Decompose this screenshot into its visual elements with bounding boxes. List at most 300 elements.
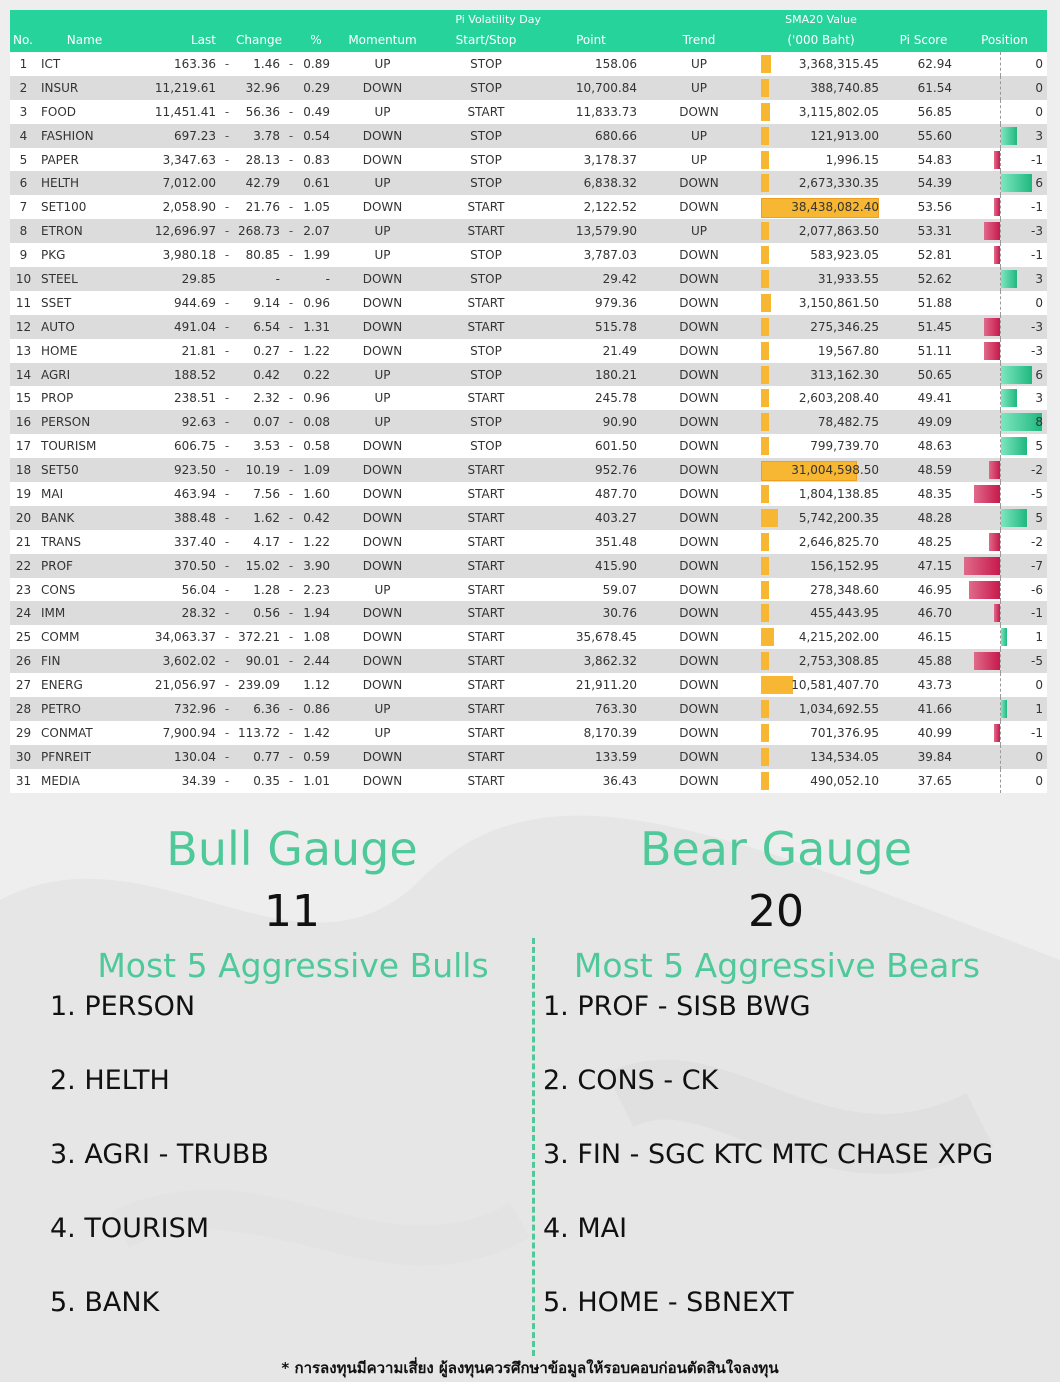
row-piscore: 43.73 xyxy=(885,673,962,697)
table-row[interactable] xyxy=(10,410,1047,434)
row-sma-value xyxy=(757,219,885,243)
row-last: 56.04 xyxy=(132,578,220,602)
row-pct: 1.22 xyxy=(298,339,334,363)
table-row[interactable] xyxy=(10,554,1047,578)
row-startstop: START xyxy=(431,386,541,410)
position-value: 1 xyxy=(1035,630,1043,645)
row-change-sign: - xyxy=(220,530,234,554)
row-trend: DOWN xyxy=(641,243,757,267)
position-value: 0 xyxy=(1035,104,1043,119)
row-trend: DOWN xyxy=(641,434,757,458)
row-momentum: DOWN xyxy=(334,625,431,649)
row-no: 9 xyxy=(10,243,37,267)
position-value: 0 xyxy=(1035,80,1043,95)
header-super-row xyxy=(10,10,1047,28)
row-pct-sign: - xyxy=(284,195,298,219)
row-point: 680.66 xyxy=(541,124,641,148)
row-trend: DOWN xyxy=(641,291,757,315)
table-row[interactable] xyxy=(10,52,1047,76)
sma-text: 3,368,315.45 xyxy=(798,56,879,71)
col-trend[interactable]: Trend xyxy=(641,28,757,52)
col-no[interactable]: No. xyxy=(10,28,37,52)
row-pct-sign: - xyxy=(284,578,298,602)
row-change: 0.56 xyxy=(234,601,284,625)
row-point: 245.78 xyxy=(541,386,641,410)
table-row[interactable] xyxy=(10,745,1047,769)
sma-text: 799,739.70 xyxy=(810,439,879,454)
row-change: 1.62 xyxy=(234,506,284,530)
row-momentum: DOWN xyxy=(334,673,431,697)
row-change-sign: - xyxy=(220,625,234,649)
row-pct-sign: - xyxy=(284,625,298,649)
row-change: 80.85 xyxy=(234,243,284,267)
row-startstop: START xyxy=(431,649,541,673)
table-row[interactable] xyxy=(10,673,1047,697)
row-name: TOURISM xyxy=(37,434,132,458)
row-momentum: DOWN xyxy=(334,76,431,100)
row-change: 90.01 xyxy=(234,649,284,673)
table-row[interactable] xyxy=(10,721,1047,745)
row-piscore: 48.35 xyxy=(885,482,962,506)
row-point: 763.30 xyxy=(541,697,641,721)
row-pct-sign: - xyxy=(284,506,298,530)
bull-aggressive-list xyxy=(50,990,269,1360)
row-point: 487.70 xyxy=(541,482,641,506)
table-row[interactable] xyxy=(10,171,1047,195)
table-row[interactable] xyxy=(10,506,1047,530)
row-change: 28.13 xyxy=(234,148,284,172)
position-value: 0 xyxy=(1035,773,1043,788)
row-position xyxy=(962,267,1047,291)
table-row[interactable] xyxy=(10,697,1047,721)
row-change-sign: - xyxy=(220,339,234,363)
row-point: 35,678.45 xyxy=(541,625,641,649)
sma-text: 2,673,330.35 xyxy=(798,176,879,191)
row-pct: 0.59 xyxy=(298,745,334,769)
row-name: SET50 xyxy=(37,458,132,482)
bear-item: 5. HOME - SBNEXT xyxy=(543,1287,794,1318)
row-momentum: DOWN xyxy=(334,482,431,506)
sma-text: 278,348.60 xyxy=(810,582,879,597)
sma-text: 5,742,200.35 xyxy=(798,510,879,525)
row-pct-sign xyxy=(284,673,298,697)
position-value: -6 xyxy=(1031,582,1043,597)
sma-text: 19,567.80 xyxy=(817,343,879,358)
position-value: 6 xyxy=(1035,367,1043,382)
row-no: 30 xyxy=(10,745,37,769)
row-piscore: 46.95 xyxy=(885,578,962,602)
row-change-sign: - xyxy=(220,578,234,602)
row-no: 15 xyxy=(10,386,37,410)
row-trend: DOWN xyxy=(641,458,757,482)
row-piscore: 55.60 xyxy=(885,124,962,148)
row-sma-value xyxy=(757,100,885,124)
bear-item: 2. CONS - CK xyxy=(543,1065,719,1096)
row-point: 133.59 xyxy=(541,745,641,769)
row-trend: DOWN xyxy=(641,386,757,410)
col-change[interactable]: Change xyxy=(234,28,284,52)
row-change-sign: - xyxy=(220,458,234,482)
row-momentum: UP xyxy=(334,363,431,387)
row-point: 29.42 xyxy=(541,267,641,291)
row-piscore: 50.65 xyxy=(885,363,962,387)
row-no: 5 xyxy=(10,148,37,172)
row-startstop: START xyxy=(431,578,541,602)
row-pct-sign: - xyxy=(284,339,298,363)
row-position xyxy=(962,386,1047,410)
row-no: 13 xyxy=(10,339,37,363)
row-pct-sign: - xyxy=(284,769,298,793)
row-position xyxy=(962,100,1047,124)
volatility-day-header: Pi Volatility Day xyxy=(431,10,541,28)
row-position xyxy=(962,339,1047,363)
sma-text: 31,004,598.50 xyxy=(791,463,879,478)
row-sma-value xyxy=(757,363,885,387)
row-name: INSUR xyxy=(37,76,132,100)
row-last: 21,056.97 xyxy=(132,673,220,697)
table-row[interactable] xyxy=(10,291,1047,315)
table-row[interactable] xyxy=(10,530,1047,554)
row-last: 28.32 xyxy=(132,601,220,625)
row-pct: 1.08 xyxy=(298,625,334,649)
row-position xyxy=(962,625,1047,649)
row-pct-sign: - xyxy=(284,291,298,315)
position-value: 5 xyxy=(1035,439,1043,454)
table-row[interactable] xyxy=(10,769,1047,793)
row-name: AUTO xyxy=(37,315,132,339)
row-piscore: 54.39 xyxy=(885,171,962,195)
row-piscore: 47.15 xyxy=(885,554,962,578)
row-piscore: 51.45 xyxy=(885,315,962,339)
row-trend: DOWN xyxy=(641,363,757,387)
row-pct: 0.29 xyxy=(298,76,334,100)
row-startstop: START xyxy=(431,100,541,124)
row-startstop: START xyxy=(431,554,541,578)
sma-text: 1,034,692.55 xyxy=(798,701,879,716)
table-row[interactable] xyxy=(10,195,1047,219)
col-last[interactable]: Last xyxy=(132,28,220,52)
col-position[interactable]: Position xyxy=(962,28,1047,52)
row-point: 601.50 xyxy=(541,434,641,458)
row-pct: 0.42 xyxy=(298,506,334,530)
position-value: 6 xyxy=(1035,176,1043,191)
row-position xyxy=(962,554,1047,578)
row-no: 11 xyxy=(10,291,37,315)
row-name: PFNREIT xyxy=(37,745,132,769)
row-name: PERSON xyxy=(37,410,132,434)
row-no: 2 xyxy=(10,76,37,100)
sma-text: 78,482.75 xyxy=(817,415,879,430)
table-row[interactable] xyxy=(10,482,1047,506)
row-point: 3,178.37 xyxy=(541,148,641,172)
sma-text: 2,753,308.85 xyxy=(798,654,879,669)
sma-text: 388,740.85 xyxy=(810,80,879,95)
sma-text: 701,376.95 xyxy=(810,725,879,740)
row-trend: DOWN xyxy=(641,625,757,649)
sma-text: 3,150,861.50 xyxy=(798,295,879,310)
row-change: - xyxy=(234,267,284,291)
table-row[interactable] xyxy=(10,386,1047,410)
row-position xyxy=(962,697,1047,721)
row-pct: 0.89 xyxy=(298,52,334,76)
row-position xyxy=(962,291,1047,315)
row-trend: UP xyxy=(641,76,757,100)
table-row[interactable] xyxy=(10,458,1047,482)
row-no: 6 xyxy=(10,171,37,195)
row-trend: DOWN xyxy=(641,649,757,673)
row-point: 3,862.32 xyxy=(541,649,641,673)
row-no: 29 xyxy=(10,721,37,745)
sma-text: 134,534.05 xyxy=(810,749,879,764)
row-momentum: DOWN xyxy=(334,769,431,793)
position-value: -3 xyxy=(1031,343,1043,358)
table-row[interactable] xyxy=(10,315,1047,339)
row-sma-value xyxy=(757,148,885,172)
row-pct: 3.90 xyxy=(298,554,334,578)
row-change: 113.72 xyxy=(234,721,284,745)
row-name: PAPER xyxy=(37,148,132,172)
row-trend: DOWN xyxy=(641,315,757,339)
sma-text: 2,646,825.70 xyxy=(798,534,879,549)
row-sma-value xyxy=(757,315,885,339)
table-row[interactable] xyxy=(10,124,1047,148)
row-last: 29.85 xyxy=(132,267,220,291)
row-trend: DOWN xyxy=(641,339,757,363)
bull-item: 2. HELTH xyxy=(50,1065,170,1096)
sma20-header: SMA20 Value xyxy=(757,10,885,28)
position-value: -3 xyxy=(1031,319,1043,334)
row-position xyxy=(962,243,1047,267)
table-row[interactable] xyxy=(10,649,1047,673)
sma-text: 490,052.10 xyxy=(810,773,879,788)
table-row[interactable] xyxy=(10,219,1047,243)
bear-item: 1. PROF - SISB BWG xyxy=(543,991,811,1022)
row-position xyxy=(962,219,1047,243)
row-change: 3.78 xyxy=(234,124,284,148)
row-change-sign: - xyxy=(220,506,234,530)
bull-aggressive-title: Most 5 Aggressive Bulls xyxy=(97,946,489,985)
row-name: BANK xyxy=(37,506,132,530)
row-last: 238.51 xyxy=(132,386,220,410)
row-sma-value xyxy=(757,124,885,148)
position-value: -3 xyxy=(1031,224,1043,239)
row-pct: 0.96 xyxy=(298,291,334,315)
row-piscore: 48.59 xyxy=(885,458,962,482)
row-pct: 1.60 xyxy=(298,482,334,506)
bear-aggressive-list xyxy=(543,990,993,1360)
row-name: PKG xyxy=(37,243,132,267)
row-pct: 0.08 xyxy=(298,410,334,434)
row-change: 15.02 xyxy=(234,554,284,578)
position-value: 5 xyxy=(1035,510,1043,525)
row-pct: 1.99 xyxy=(298,243,334,267)
row-sma-value xyxy=(757,410,885,434)
row-sma-value xyxy=(757,243,885,267)
col-piscore[interactable]: Pi Score xyxy=(885,28,962,52)
row-piscore: 41.66 xyxy=(885,697,962,721)
position-value: 0 xyxy=(1035,678,1043,693)
row-point: 3,787.03 xyxy=(541,243,641,267)
row-trend: DOWN xyxy=(641,482,757,506)
row-change-sign: - xyxy=(220,315,234,339)
row-change-sign: - xyxy=(220,601,234,625)
row-startstop: START xyxy=(431,697,541,721)
position-value: 3 xyxy=(1035,271,1043,286)
row-piscore: 51.11 xyxy=(885,339,962,363)
row-sma-value xyxy=(757,482,885,506)
table-row[interactable] xyxy=(10,434,1047,458)
sma-text: 156,152.95 xyxy=(810,558,879,573)
col-momentum[interactable]: Momentum xyxy=(334,28,431,52)
row-trend: DOWN xyxy=(641,100,757,124)
sma-text: 1,996.15 xyxy=(825,152,879,167)
row-piscore: 40.99 xyxy=(885,721,962,745)
table-row[interactable] xyxy=(10,601,1047,625)
col-pct[interactable]: % xyxy=(298,28,334,52)
row-sma-value xyxy=(757,195,885,219)
position-value: -5 xyxy=(1031,654,1043,669)
row-change: 0.07 xyxy=(234,410,284,434)
row-pct: 0.22 xyxy=(298,363,334,387)
row-sma-value xyxy=(757,267,885,291)
sma-text: 121,913.00 xyxy=(810,128,879,143)
row-last: 188.52 xyxy=(132,363,220,387)
row-pct-sign: - xyxy=(284,434,298,458)
row-change: 10.19 xyxy=(234,458,284,482)
table-row[interactable] xyxy=(10,363,1047,387)
row-change: 1.46 xyxy=(234,52,284,76)
row-pct-sign: - xyxy=(284,745,298,769)
row-trend: UP xyxy=(641,148,757,172)
row-startstop: START xyxy=(431,458,541,482)
row-pct: - xyxy=(298,267,334,291)
row-change-sign: - xyxy=(220,386,234,410)
row-position xyxy=(962,458,1047,482)
row-startstop: STOP xyxy=(431,171,541,195)
row-piscore: 62.94 xyxy=(885,52,962,76)
row-last: 944.69 xyxy=(132,291,220,315)
row-startstop: START xyxy=(431,482,541,506)
row-startstop: START xyxy=(431,530,541,554)
table-row[interactable] xyxy=(10,578,1047,602)
position-value: 0 xyxy=(1035,56,1043,71)
row-last: 7,012.00 xyxy=(132,171,220,195)
row-point: 952.76 xyxy=(541,458,641,482)
row-no: 14 xyxy=(10,363,37,387)
row-pct-sign: - xyxy=(284,649,298,673)
row-startstop: START xyxy=(431,195,541,219)
row-point: 90.90 xyxy=(541,410,641,434)
row-pct-sign xyxy=(284,171,298,195)
row-piscore: 61.54 xyxy=(885,76,962,100)
row-pct-sign: - xyxy=(284,124,298,148)
table-row[interactable] xyxy=(10,625,1047,649)
row-momentum: DOWN xyxy=(334,649,431,673)
row-no: 26 xyxy=(10,649,37,673)
row-position xyxy=(962,721,1047,745)
position-value: 0 xyxy=(1035,749,1043,764)
table-row[interactable] xyxy=(10,148,1047,172)
row-change: 9.14 xyxy=(234,291,284,315)
row-name: PETRO xyxy=(37,697,132,721)
row-last: 3,980.18 xyxy=(132,243,220,267)
row-pct-sign: - xyxy=(284,243,298,267)
row-name: ENERG xyxy=(37,673,132,697)
table-row[interactable] xyxy=(10,76,1047,100)
row-last: 7,900.94 xyxy=(132,721,220,745)
row-last: 12,696.97 xyxy=(132,219,220,243)
row-sma-value xyxy=(757,506,885,530)
row-last: 92.63 xyxy=(132,410,220,434)
row-trend: DOWN xyxy=(641,721,757,745)
row-piscore: 46.15 xyxy=(885,625,962,649)
row-point: 515.78 xyxy=(541,315,641,339)
row-position xyxy=(962,195,1047,219)
row-point: 180.21 xyxy=(541,363,641,387)
row-sma-value xyxy=(757,649,885,673)
row-trend: DOWN xyxy=(641,267,757,291)
row-trend: DOWN xyxy=(641,506,757,530)
row-name: COMM xyxy=(37,625,132,649)
row-trend: DOWN xyxy=(641,601,757,625)
row-momentum: UP xyxy=(334,386,431,410)
row-point: 21.49 xyxy=(541,339,641,363)
row-last: 11,219.61 xyxy=(132,76,220,100)
row-change-sign xyxy=(220,171,234,195)
row-change: 6.36 xyxy=(234,697,284,721)
row-last: 21.81 xyxy=(132,339,220,363)
row-no: 12 xyxy=(10,315,37,339)
col-sma[interactable]: ('000 Baht) xyxy=(757,28,885,52)
position-value: -5 xyxy=(1031,486,1043,501)
row-change: 6.54 xyxy=(234,315,284,339)
row-pct: 2.07 xyxy=(298,219,334,243)
row-momentum: DOWN xyxy=(334,315,431,339)
row-trend: DOWN xyxy=(641,554,757,578)
table-row[interactable] xyxy=(10,339,1047,363)
table-row[interactable] xyxy=(10,267,1047,291)
row-change-sign: - xyxy=(220,219,234,243)
row-sma-value xyxy=(757,601,885,625)
row-sma-value xyxy=(757,171,885,195)
row-sma-value xyxy=(757,745,885,769)
row-momentum: UP xyxy=(334,721,431,745)
table-row[interactable] xyxy=(10,243,1047,267)
row-piscore: 48.25 xyxy=(885,530,962,554)
row-pct: 1.01 xyxy=(298,769,334,793)
sma-text: 313,162.30 xyxy=(810,367,879,382)
col-startstop[interactable]: Start/Stop xyxy=(431,28,541,52)
row-trend: DOWN xyxy=(641,673,757,697)
row-trend: UP xyxy=(641,219,757,243)
row-piscore: 54.83 xyxy=(885,148,962,172)
row-point: 59.07 xyxy=(541,578,641,602)
row-name: FIN xyxy=(37,649,132,673)
row-trend: UP xyxy=(641,52,757,76)
row-no: 24 xyxy=(10,601,37,625)
row-pct: 1.22 xyxy=(298,530,334,554)
col-point[interactable]: Point xyxy=(541,28,641,52)
row-no: 22 xyxy=(10,554,37,578)
row-momentum: DOWN xyxy=(334,291,431,315)
row-momentum: DOWN xyxy=(334,148,431,172)
row-pct-sign: - xyxy=(284,410,298,434)
row-momentum: UP xyxy=(334,219,431,243)
row-last: 3,602.02 xyxy=(132,649,220,673)
table-row[interactable] xyxy=(10,100,1047,124)
col-name[interactable]: Name xyxy=(37,28,132,52)
row-change-sign: - xyxy=(220,410,234,434)
